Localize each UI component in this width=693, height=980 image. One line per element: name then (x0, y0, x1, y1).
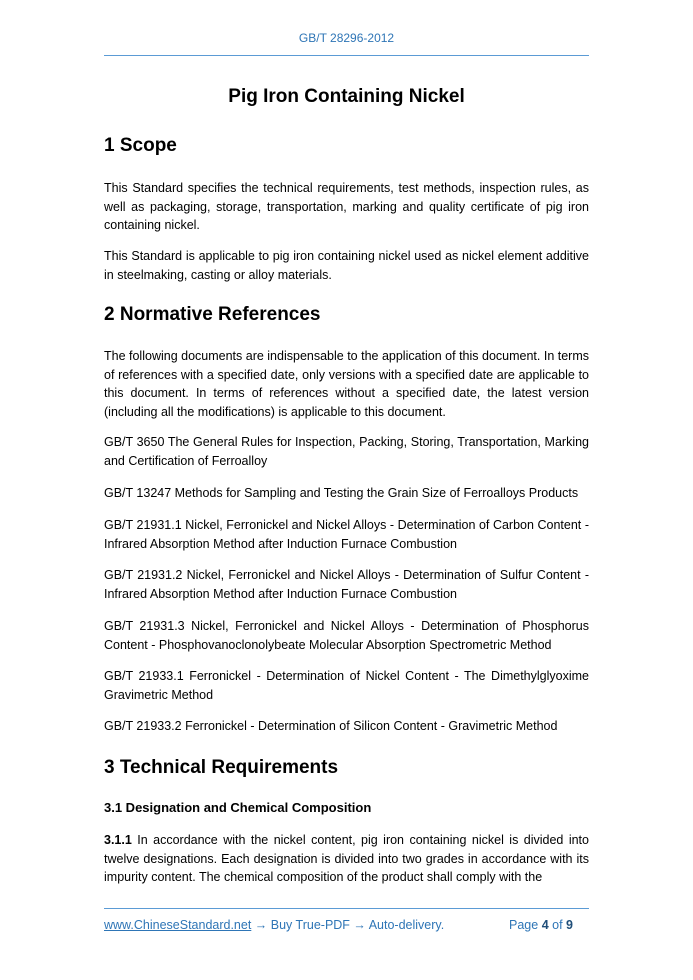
footer-divider (104, 908, 589, 909)
document-title: Pig Iron Containing Nickel (228, 86, 465, 107)
clause-text: In accordance with the nickel content, pig iron containing nickel is divided into twelve designations. Each designation is divided into two grades in accordance with its impurity content. The chemical composition of the product shall comply with the (104, 833, 589, 885)
reference-item: GB/T 21931.3 Nickel, Ferronickel and Nickel Alloys - Determination of Phosphorus Content - Phosphovanoclonolybeate Molecular Absorption Spectrometric Method (104, 619, 589, 652)
footer-promo (104, 918, 444, 932)
page-total: 9 (566, 918, 573, 932)
references-intro: The following documents are indispensable to the application of this document. In terms of references with a specified date, only versions with a specified date are applicable to this document. In terms of references without a specified date, the latest version (including all the modifications) is applicable to this document. (104, 349, 589, 419)
reference-item: GB/T 3650 The General Rules for Inspection, Packing, Storing, Transportation, Marking and Certification of Ferroalloy (104, 435, 589, 468)
section-heading-technical: 3 Technical Requirements (104, 757, 339, 778)
reference-item: GB/T 21933.1 Ferronickel - Determination of Nickel Content - The Dimethylglyoxime Gravimetric Method (104, 669, 589, 702)
header-divider (104, 55, 589, 56)
page-current: 4 (541, 918, 549, 932)
page-word: Page (509, 918, 539, 932)
reference-item: GB/T 13247 Methods for Sampling and Testing the Grain Size of Ferroalloys Products (104, 486, 579, 500)
scope-paragraph-2: This Standard is applicable to pig iron containing nickel used as nickel element additive in steelmaking, casting or alloy materials. (104, 249, 589, 282)
section-heading-scope: 1 Scope (104, 135, 177, 156)
clause-3-1-1 (104, 831, 589, 887)
reference-item: GB/T 21933.2 Ferronickel - Determination of Silicon Content - Gravimetric Method (104, 719, 558, 733)
reference-item: GB/T 21931.1 Nickel, Ferronickel and Nickel Alloys - Determination of Carbon Content - Infrared Absorption Method after Induction Furnace Combustion (104, 518, 589, 551)
footer-page-indicator (509, 918, 573, 932)
footer-site-link[interactable]: www.ChineseStandard.net (104, 918, 252, 932)
reference-item: GB/T 21931.2 Nickel, Ferronickel and Nickel Alloys - Determination of Sulfur Content - Infrared Absorption Method after Induction Furnace Combustion (104, 568, 589, 601)
footer-promo-text: → Buy True-PDF → Auto-delivery. (251, 918, 445, 932)
section-heading-references: 2 Normative References (104, 304, 321, 325)
clause-number: 3.1.1 (104, 833, 132, 847)
header-standard-code: GB/T 28296-2012 (298, 31, 395, 45)
subsection-heading-designation: 3.1 Designation and Chemical Composition (104, 800, 372, 815)
scope-paragraph-1: This Standard specifies the technical requirements, test methods, inspection rules, as well as packaging, storage, transportation, marking and quality certificate of pig iron containing nickel. (104, 181, 589, 233)
page-of: of (552, 918, 563, 932)
